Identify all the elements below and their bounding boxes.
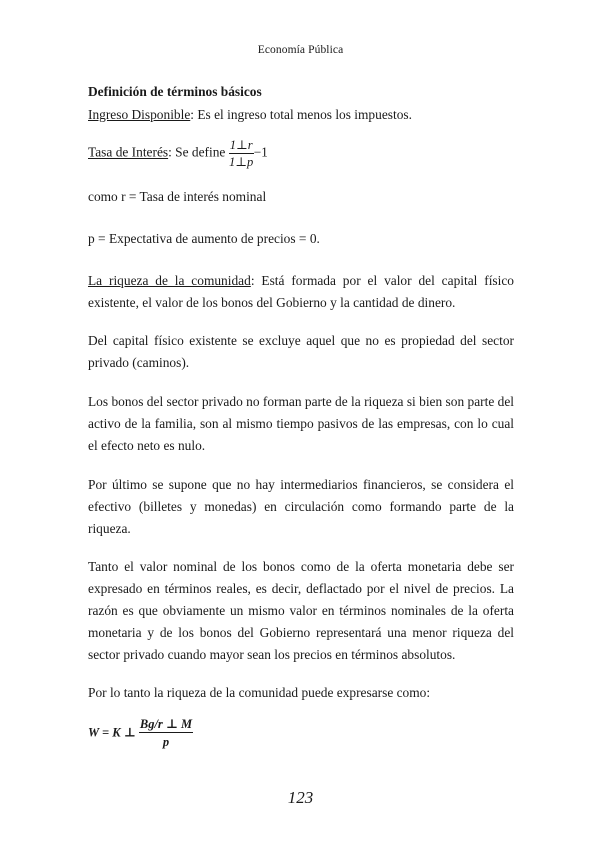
ingreso-text: : Es el ingreso total menos los impuestos.: [190, 107, 412, 122]
tasa-numerator: 1⊥r: [229, 138, 253, 152]
section-title: Definición de términos básicos: [88, 84, 262, 99]
paragraph-valor-nominal: Tanto el valor nominal de los bonos como de la oferta monetaria debe ser expresado en términos reales, es decir, deflactado por el nivel de precios. La razón es que obviamente un mismo valor en términos nominales de la oferta monetaria y de los bonos del Gobierno representará una menor riqueza del sector privado cuando mayor sean los precios en términos absolutos.: [88, 559, 514, 662]
tasa-definition: [88, 137, 514, 170]
tasa-suffix: −1: [253, 144, 268, 160]
running-header: Economía Pública: [257, 44, 344, 56]
riqueza-text: : Está formada por el valor del capital físico existente, el valor de los bonos del Gobierno y la cantidad de dinero.: [88, 273, 514, 310]
riqueza-definition: [88, 270, 514, 314]
tasa-text: : Se define: [168, 144, 229, 160]
ingreso-term: Ingreso Disponible: [88, 107, 191, 122]
como-line: como r = Tasa de interés nominal: [88, 189, 267, 204]
page-number: 123: [287, 788, 314, 807]
tasa-term: Tasa de Interés: [88, 144, 169, 160]
wealth-formula: [88, 716, 193, 751]
formula-fraction: [139, 716, 193, 751]
paragraph-riqueza-expresion: Por lo tanto la riqueza de la comunidad puede expresarse como:: [88, 685, 431, 700]
ingreso-definition: [88, 104, 514, 126]
p-line: p = Expectativa de aumento de precios = 0.: [88, 231, 320, 246]
tasa-fraction: [229, 137, 254, 170]
tasa-denominator: 1⊥p: [229, 155, 254, 169]
paragraph-bonos: Los bonos del sector privado no forman parte de la riqueza si bien son parte del activo de la familia, son al mismo tiempo pasivos de las empresas, con lo cual el efecto neto es nulo.: [88, 394, 514, 453]
paragraph-intermediarios: Por último se supone que no hay intermediarios financieros, se considera el efectivo (billetes y monedas) en circulación como formando parte de la riqueza.: [88, 477, 514, 536]
formula-numerator: Bg/r ⊥ M: [139, 717, 193, 731]
riqueza-term: La riqueza de la comunidad: [88, 273, 251, 288]
formula-lhs: W = K ⊥: [88, 725, 136, 740]
formula-denominator: p: [162, 735, 170, 749]
paragraph-capital: Del capital físico existente se excluye aquel que no es propiedad del sector privado (caminos).: [88, 333, 514, 370]
